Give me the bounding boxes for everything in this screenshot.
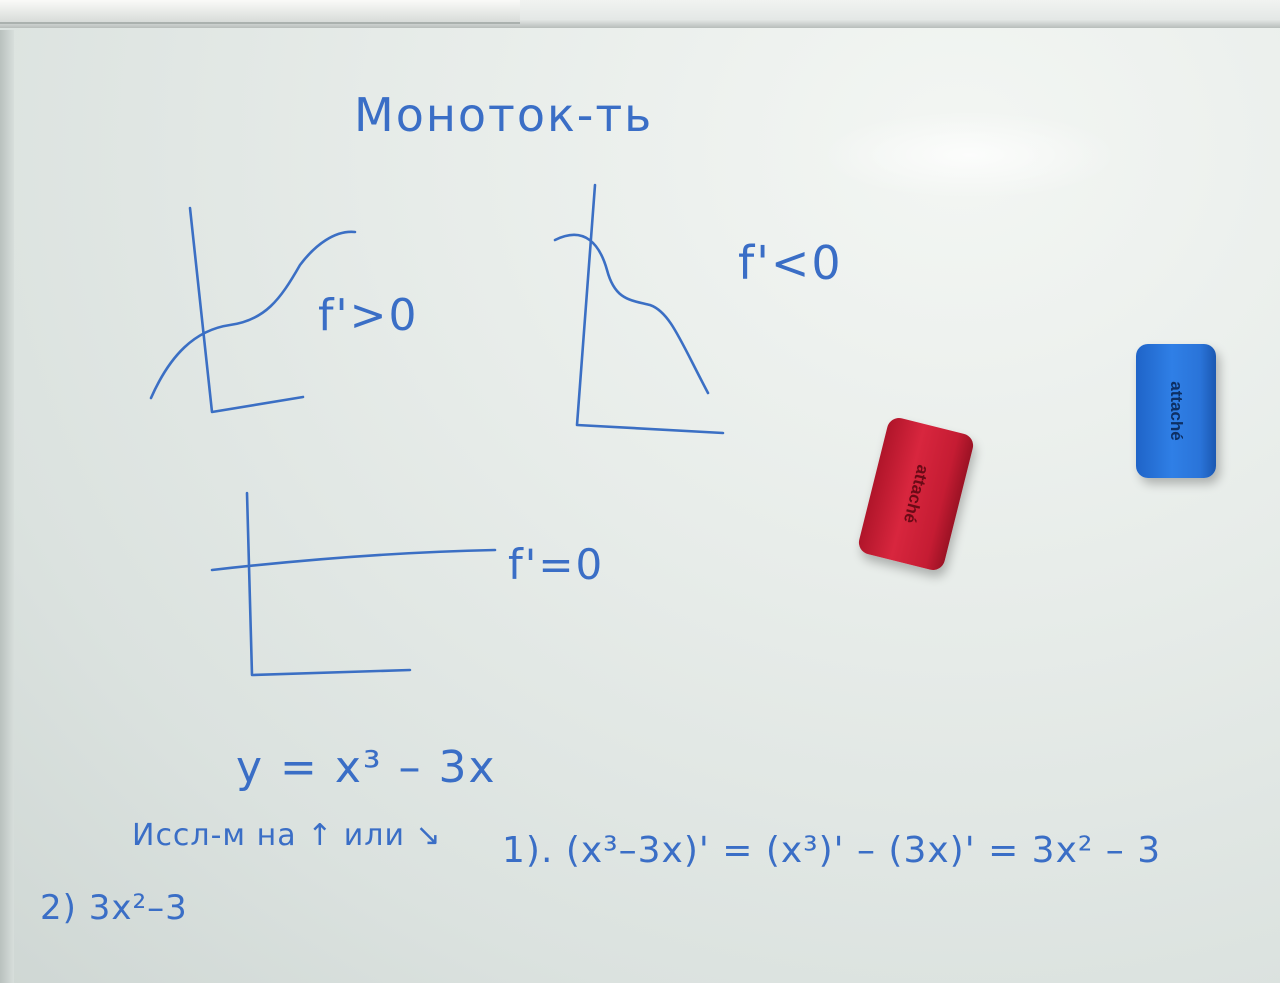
derivative-step-2: 2) 3x²–3 [40, 888, 188, 928]
label-derivative-negative: f'<0 [738, 236, 843, 290]
graph-increasing-axes [190, 208, 303, 412]
graph-constant-axes [247, 493, 410, 675]
graph-decreasing [555, 185, 723, 433]
function-equation: y = x³ – 3x [236, 742, 497, 793]
label-derivative-zero: f'=0 [508, 540, 605, 589]
blue-eraser-brand: attaché [1167, 381, 1186, 441]
red-eraser-brand: attaché [900, 462, 933, 526]
blue-eraser[interactable] [1136, 344, 1216, 478]
graph-constant-line [212, 550, 495, 570]
label-derivative-positive: f'>0 [318, 290, 419, 341]
derivative-step-1: 1). (x³–3x)' = (x³)' – (3x)' = 3x² – 3 [502, 830, 1162, 871]
graph-decreasing-curve [555, 235, 708, 393]
task-instruction: Иссл-м на ↑ или ↘ [132, 818, 442, 853]
graph-decreasing-axes [577, 185, 723, 433]
graph-constant [212, 493, 495, 675]
board-title: Моноток-ть [354, 88, 654, 142]
